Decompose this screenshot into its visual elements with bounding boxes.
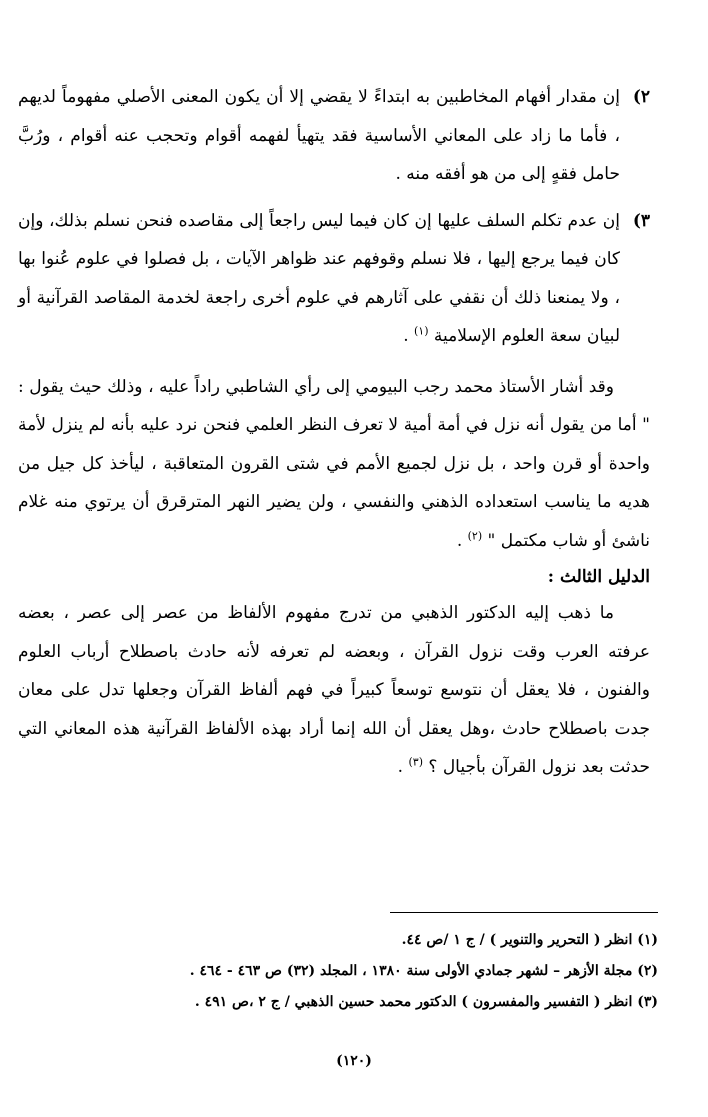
paragraph-end: . bbox=[397, 757, 409, 777]
footnote-ref: (١) bbox=[414, 324, 429, 338]
footnote: (١) انظر ( التحرير والتنوير ) / ج ١ /ص ٤٤. bbox=[401, 932, 658, 948]
item-number: ٢) bbox=[632, 87, 650, 107]
footnotes bbox=[18, 912, 658, 1018]
section-heading: الدليل الثالث : bbox=[547, 567, 650, 587]
paragraph-end: . bbox=[403, 326, 414, 346]
numbered-paragraph bbox=[18, 202, 650, 356]
paragraph bbox=[18, 368, 650, 561]
paragraph-text: وقد أشار الأستاذ محمد رجب البيومي إلى رأي الشاطبي راداً عليه ، وذلك حيث يقول : " أما من يقول أنه نزل في أمة أمية لا تعرف النظر العلمي فنحن نرد عليه بأنه لم ينزل لأمة واحدة أو قرن واحد ، بل نزل لجميع الأمم في شتى القرون المتعاقبة ، ليأخذ كل جيل من هديه ما يناسب استعداده الذهني والنفسي ، ولن يضير النهر المترقرق أن يرتوي منه غلام ناشئ أو شاب مكتمل " bbox=[18, 376, 650, 551]
paragraph bbox=[18, 594, 650, 787]
paragraph-text: ما ذهب إليه الدكتور الذهبي من تدرج مفهوم الألفاظ من عصر إلى عصر ، بعضه عرفته العرب وقت نزول القرآن ، وبعضه لم تعرفه لأنه حادث باصطلاح أرباب العلوم والفنون ، فلا يعقل أن نتوسع توسعاً كبيراً في فهم ألفاظ القرآن وجعلها تدل على معان جدت باصطلاح حادث ،وهل يعقل أن الله إنما أراد بهذه الألفاظ القرآنية هذه المعاني التي حدثت بعد نزول القرآن بأجيال ؟ bbox=[18, 603, 650, 777]
paragraph-text: إن عدم تكلم السلف عليها إن كان فيما ليس راجعاً إلى مقاصده فنحن نسلم بذلك، وإن كان فيما يرجع إليها ، فلا نسلم وقوفهم عند ظواهر الآيات ، بل فصلوا في علوم عُنوا بها ، ولا يمنعنا ذلك أن نقفي على آثارهم في علوم أخرى راجعة لخدمة المقاصد القرآنية أو لبيان سعة العلوم الإسلامية bbox=[18, 210, 620, 346]
footnote: (٣) انظر ( التفسير والمفسرون ) الدكتور محمد حسين الذهبي / ج ٢ ،ص ٤٩١ . bbox=[194, 994, 658, 1010]
paragraph-text: إن مقدار أفهام المخاطبين به ابتداءً لا يقضي إلا أن يكون المعنى الأصلي مفهوماً لديهم ، فأما ما زاد على المعاني الأساسية فقد يتهيأ لفهمه أقوام وتحجب عنه أقوام ، ورُبَّ حامل فقهٍ إلى من هو أفقه منه . bbox=[18, 87, 620, 184]
footnote-ref: (٢) bbox=[467, 528, 483, 542]
numbered-paragraph bbox=[18, 78, 650, 194]
page-number: (١٢٠) bbox=[336, 1053, 372, 1069]
page-body bbox=[18, 78, 650, 787]
footnote-divider bbox=[390, 912, 658, 913]
footnote: (٢) مجلة الأزهر – لشهر جمادي الأولى سنة ١٣٨٠ ، المجلد (٣٢) ص ٤٦٣ - ٤٦٤ . bbox=[189, 963, 658, 979]
footnote-ref: (٣) bbox=[408, 755, 423, 769]
item-number: ٣) bbox=[632, 210, 650, 231]
paragraph-end: . bbox=[456, 530, 468, 551]
